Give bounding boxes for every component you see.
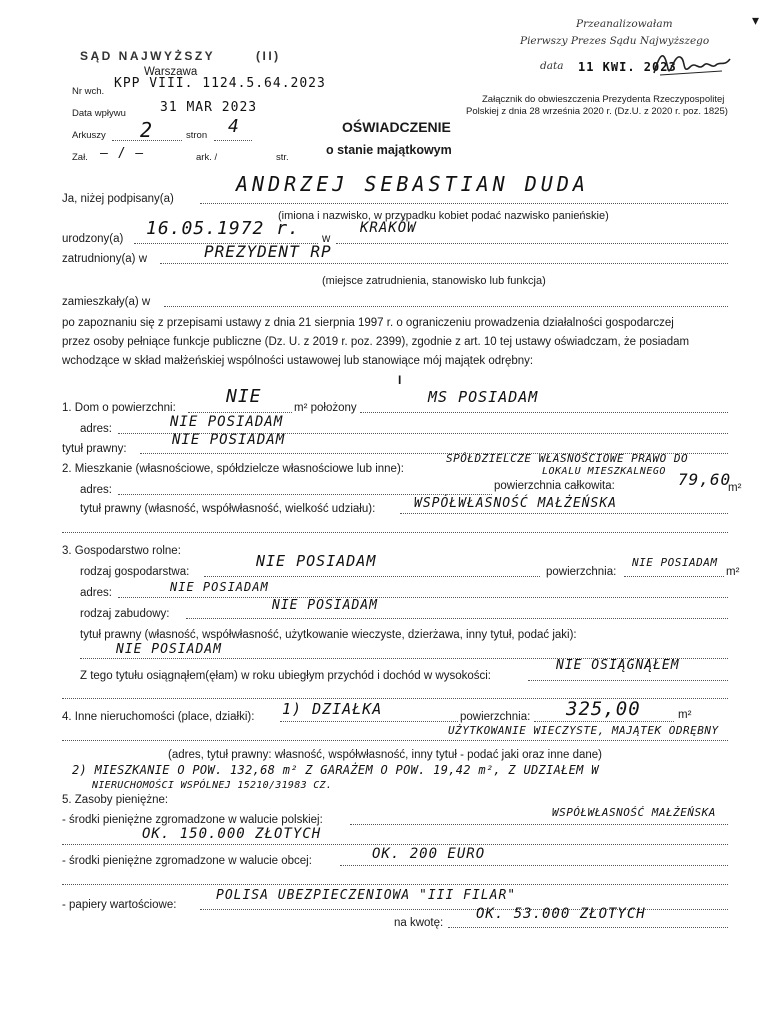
property-line	[280, 721, 458, 722]
property-area-label: powierzchnia:	[460, 711, 531, 723]
securities-amount-label: na kwotę:	[394, 917, 444, 929]
farm-area-unit: m²	[726, 566, 740, 578]
funds-pln-line-2	[62, 844, 728, 845]
farm-area-value: NIE POSIADAM	[632, 556, 718, 569]
employed-value: PREZYDENT RP	[204, 242, 332, 261]
sheets-value: 2	[140, 118, 154, 142]
resident-line	[164, 306, 728, 307]
funds-fx-line	[340, 865, 728, 866]
house-title-value: NIE POSIADAM	[172, 432, 286, 448]
court-name: SĄD NAJWYŻSZY	[80, 49, 216, 63]
farm-type-value: NIE POSIADAM	[256, 552, 377, 570]
attach-label: Zał.	[72, 152, 88, 163]
flat-address-label: adres:	[80, 484, 112, 496]
employed-label: zatrudniony(a) w	[62, 253, 148, 265]
corner-mark: ▾	[752, 12, 760, 28]
securities-amount-value: OK. 53.000 ZŁOTYCH	[476, 906, 646, 922]
intro-line-3: wchodzące w skład małżeńskiej wspólności ustawowej lub stanowiące mój majątek odrębny:	[62, 355, 534, 367]
employed-hint: (miejsce zatrudnienia, stanowisko lub funkcja)	[322, 275, 546, 287]
property-item-2: 2) MIESZKANIE O POW. 132,68 m² Z GARAŻEM O POW. 19,42 m², Z UDZIAŁEM W	[72, 763, 599, 777]
funds-pln-note: WSPÓŁWŁASNOŚĆ MAŁŻEŃSKA	[552, 806, 716, 819]
signature-mark	[650, 45, 735, 85]
born-label: urodzony(a)	[62, 233, 124, 245]
pages-label: stron	[186, 130, 208, 141]
house-note: MS POSIADAM	[428, 388, 539, 406]
funds-label: 5. Zasoby pieniężne:	[62, 794, 169, 806]
stamp-date-label: data	[540, 60, 564, 72]
section-mark: I	[398, 373, 402, 387]
flat-title-line	[400, 513, 728, 514]
date-in-value: 31 MAR 2023	[160, 100, 258, 115]
flat-title-value: WSPÓŁWŁASNOŚĆ MAŁŻEŃSKA	[414, 496, 618, 511]
house-value: NIE	[226, 386, 262, 407]
property-label: 4. Inne nieruchomości (place, działki):	[62, 711, 255, 723]
document-title: OŚWIADCZENIE	[342, 119, 451, 135]
farm-title-value: NIE POSIADAM	[116, 642, 222, 657]
date-in-label: Data wpływu	[72, 108, 126, 119]
house-line	[188, 412, 292, 413]
property-value: 1) DZIAŁKA	[282, 700, 383, 718]
signed-label: Ja, niżej podpisany(a)	[62, 193, 174, 205]
property-note-line	[62, 740, 728, 741]
farm-address-value: NIE POSIADAM	[170, 580, 269, 594]
house-address-label: adres:	[80, 423, 112, 435]
funds-pln-label: - środki pieniężne zgromadzone w walucie polskiej:	[62, 814, 323, 826]
pages-value: 4	[228, 116, 240, 137]
place-value: KRAKÓW	[360, 220, 417, 236]
flat-label: 2. Mieszkanie (własnościowe, spółdzielcze własnościowe lub inne):	[62, 463, 404, 475]
flat-area-value: 79,60	[678, 470, 732, 489]
resident-label: zamieszkały(a) w	[62, 296, 151, 308]
farm-income-label: Z tego tytułu osiągnąłem(ęłam) w roku ubiegłym przychód i dochód w wysokości:	[80, 670, 491, 682]
stamp-line-2: Pierwszy Prezes Sądu Najwyższego	[520, 35, 710, 47]
funds-pln-value: OK. 150.000 ZŁOTYCH	[142, 826, 322, 842]
house-label: 1. Dom o powierzchni:	[62, 402, 176, 414]
funds-fx-label: - środki pieniężne zgromadzone w walucie obcej:	[62, 855, 312, 867]
farm-type-label: rodzaj gospodarstwa:	[80, 566, 190, 578]
farm-title-label: tytuł prawny (własność, współwłasność, użytkowanie wieczyste, dzierżawa, inny tytuł, podać jaki):	[80, 629, 577, 641]
flat-value-2: LOKALU MIESZKALNEGO	[542, 466, 666, 477]
property-note: UŻYTKOWANIE WIECZYSTE, MAJĄTEK ODRĘBNY	[448, 724, 719, 737]
name-line	[200, 203, 728, 204]
born-in-label: w	[322, 233, 331, 245]
attach-value: — / —	[100, 146, 145, 161]
stamp-line-1: Przeanalizowałam	[576, 18, 673, 30]
flat-area-label: powierzchnia całkowita:	[494, 480, 615, 492]
flat-address-line	[118, 494, 492, 495]
house-title-label: tytuł prawny:	[62, 443, 127, 455]
flat-area-unit: m²	[728, 482, 742, 494]
house-address-value: NIE POSIADAM	[170, 414, 284, 430]
securities-label: - papiery wartościowe:	[62, 899, 177, 911]
place-line	[336, 243, 728, 244]
property-hint: (adres, tytuł prawny: własność, współwłasność, inny tytuł - podać jaki oraz inne dane)	[168, 749, 603, 761]
farm-area-label: powierzchnia:	[546, 566, 617, 578]
court-city: Warszawa	[144, 66, 198, 78]
flat-title-label: tytuł prawny (własność, współwłasność, wielkość udziału):	[80, 503, 376, 515]
farm-label: 3. Gospodarstwo rolne:	[62, 545, 181, 557]
house-unit: m² położony	[294, 402, 357, 414]
employed-line	[160, 263, 728, 264]
farm-build-line	[186, 618, 728, 619]
farm-address-line	[118, 597, 728, 598]
stamp-date-value: 11 KWI. 2023	[578, 60, 677, 74]
intro-line-1: po zapoznaniu się z przepisami ustawy z dnia 21 sierpnia 1997 r. o ograniczeniu prowadzenia działalności gospodarczej	[62, 317, 674, 329]
funds-fx-value: OK. 200 EURO	[372, 846, 486, 862]
name-value: ANDRZEJ SEBASTIAN DUDA	[236, 172, 589, 196]
court-mark: (II)	[256, 49, 281, 63]
pages-line	[214, 140, 252, 141]
farm-income-line	[528, 680, 728, 681]
farm-build-value: NIE POSIADAM	[272, 598, 378, 613]
farm-area-line	[624, 576, 724, 577]
funds-pln-line	[350, 824, 728, 825]
nr-label: Nr wch.	[72, 86, 105, 97]
securities-line	[200, 909, 728, 910]
sheets-label: Arkuszy	[72, 130, 106, 141]
securities-value: POLISA UBEZPIECZENIOWA "III FILAR"	[216, 888, 517, 903]
farm-income-value: NIE OSIĄGNĄŁEM	[556, 658, 680, 673]
property-item-2b: NIERUCHOMOŚCI WSPÓLNEJ 15210/31983 CZ.	[92, 780, 333, 791]
flat-value: SPÓŁDZIELCZE WŁASNOŚCIOWE PRAWO DO	[446, 452, 689, 465]
farm-address-label: adres:	[80, 587, 112, 599]
document-subtitle: o stanie majątkowym	[326, 143, 452, 157]
house-located-line	[360, 412, 728, 413]
born-value: 16.05.1972 r.	[146, 218, 300, 239]
ark-label: ark. /	[196, 152, 218, 163]
farm-type-line	[204, 576, 540, 577]
property-area-value: 325,00	[566, 698, 641, 720]
property-area-line	[534, 721, 674, 722]
funds-fx-line-2	[62, 884, 728, 885]
annex-line-1: Załącznik do obwieszczenia Prezydenta Rzeczypospolitej	[482, 94, 725, 105]
annex-line-2: Polskiej z dnia 28 września 2020 r. (Dz.U. z 2020 r. poz. 1825)	[466, 106, 728, 117]
securities-amount-line	[448, 927, 728, 928]
flat-extra-line	[62, 532, 728, 533]
property-area-unit: m²	[678, 709, 692, 721]
intro-line-2: przez osoby pełniące funkcje publiczne (Dz. U. z 2019 r. poz. 2399), zgodnie z art. 10 tej ustawy oświadczam, że posiadam	[62, 336, 690, 348]
farm-build-label: rodzaj zabudowy:	[80, 608, 170, 620]
nr-value: KPP VIII. 1124.5.64.2023	[114, 76, 326, 91]
str-label: str.	[276, 152, 289, 163]
name-hint: (imiona i nazwisko, w przypadku kobiet podać nazwisko panieńskie)	[278, 210, 609, 222]
